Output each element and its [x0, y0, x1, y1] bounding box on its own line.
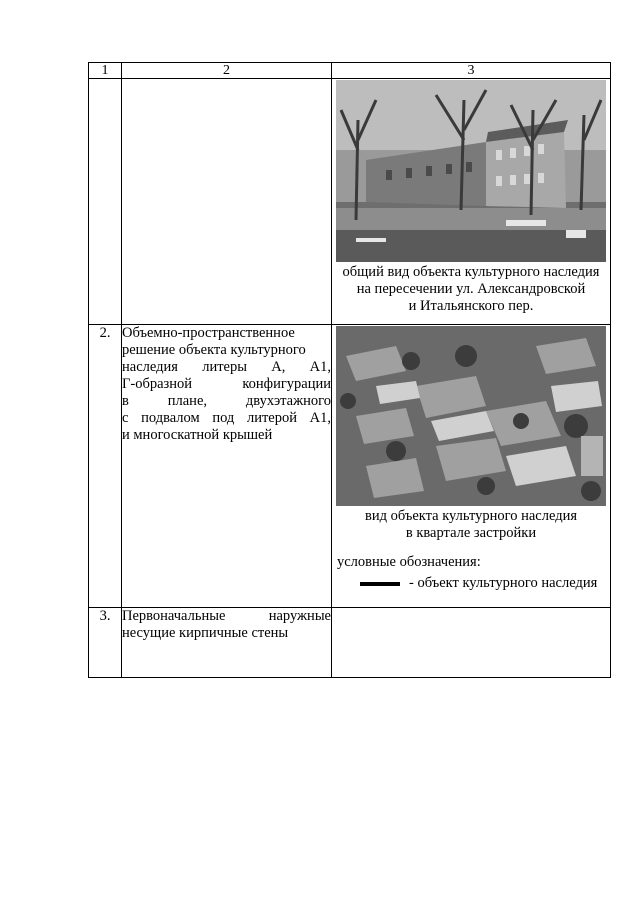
row-illustration-cell [332, 325, 611, 608]
description-line: наследия литеры А, А1, [122, 359, 331, 375]
description-line: несущие кирпичные стены [122, 625, 289, 641]
caption-line: в квартале застройки [405, 525, 537, 541]
description-line: с подвалом под литерой А1, [122, 410, 331, 426]
row-number [89, 79, 122, 325]
photo-caption [332, 262, 610, 315]
table-row [89, 325, 611, 608]
table-row [89, 79, 611, 325]
table-header-row [89, 63, 611, 79]
caption-line: общий вид объекта культурного наследия [342, 264, 600, 280]
description-line: в плане, двухэтажного [122, 393, 331, 409]
header-col-3: 3 [332, 63, 611, 79]
aerial-photo-icon [336, 326, 606, 506]
header-col-2: 2 [122, 63, 332, 79]
caption-line: на пересечении ул. Александровской [356, 281, 586, 297]
table-row [89, 608, 611, 678]
row-description [122, 608, 332, 678]
legend-line-icon [360, 582, 400, 586]
description-line: Объемно-пространственное [122, 325, 295, 341]
row-description [122, 79, 332, 325]
description-line: решение объекта культурного [122, 342, 306, 358]
legend-label: - объект культурного наследия [409, 575, 598, 591]
row-number: 3. [89, 608, 122, 678]
heritage-table [88, 62, 611, 678]
row-illustration-cell [332, 608, 611, 678]
description-line: Первоначальные наружные [122, 608, 331, 624]
row-description [122, 325, 332, 608]
legend-title: условные обозначения: [337, 554, 481, 570]
caption-line: вид объекта культурного наследия [364, 508, 578, 524]
caption-line: и Итальянского пер. [408, 298, 534, 314]
row-illustration-cell [332, 79, 611, 325]
description-line: Г-образной конфигурации [122, 376, 331, 392]
header-col-1: 1 [89, 63, 122, 79]
row-number: 2. [89, 325, 122, 608]
photo-caption [332, 506, 610, 542]
legend [332, 571, 610, 592]
building-photo-icon [336, 80, 606, 262]
description-line: и многоскатной крышей [122, 427, 273, 443]
